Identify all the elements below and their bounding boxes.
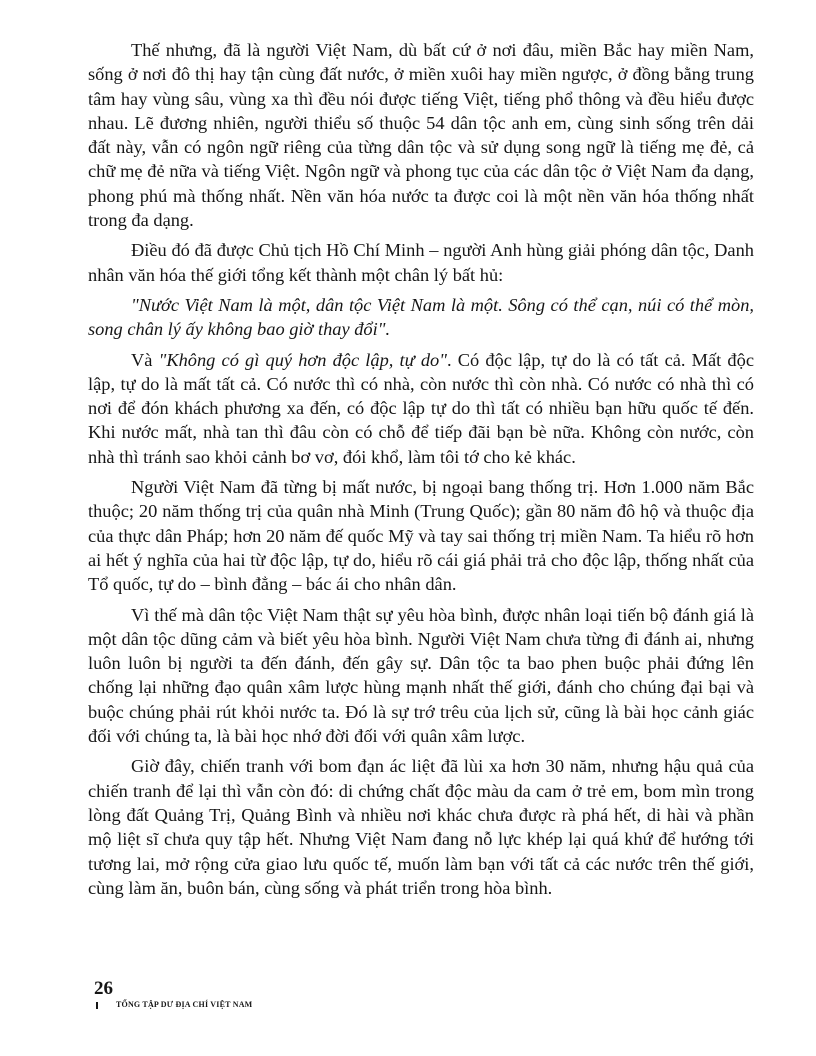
body-text — [88, 38, 754, 906]
paragraph-peace-loving: Vì thế mà dân tộc Việt Nam thật sự yêu hòa bình, được nhân loại tiến bộ đánh giá là một dân tộc dũng cảm và biết yêu hòa bình. Người Việt Nam chưa từng đi đánh ai, nhưng luôn luôn bị người ta đến đánh, đến gây sự. Dân tộc ta bao phen buộc phải đứng lên chống lại những đạo quân xâm lược hùng mạnh nhất thế giới, đánh cho chúng đại bại và buộc chúng phải rút khỏi nước ta. Đó là sự trớ trêu của lịch sử, cũng là bài học cảnh giác đối với chúng ta, là bài học nhớ đời đối với quân xâm lược. — [88, 604, 754, 747]
paragraph-independence-freedom — [88, 348, 754, 469]
paragraph-language-unity: Thế nhưng, đã là người Việt Nam, dù bất cứ ở nơi đâu, miền Bắc hay miền Nam, sống ở nơi đô thị hay tận cùng đất nước, ở miền xuôi hay miền ngược, ở đồng bằng trung tâm hay vùng sâu, vùng xa thì đều nói được tiếng Việt, tiếng phổ thông và đều hiểu được nhau. Lẽ đương nhiên, người thiểu số thuộc 54 dân tộc anh em, cùng sinh sống trên dải đất này, vẫn có ngôn ngữ riêng của từng dân tộc và sử dụng song ngữ là tiếng mẹ đẻ, cả chữ mẹ đẻ nữa và tiếng Việt. Ngôn ngữ và phong tục của các dân tộc ở Việt Nam đa dạng, phong phú mà thống nhất. Nền văn hóa nước ta được coi là một nền văn hóa thống nhất trong đa dạng. — [88, 40, 754, 231]
paragraph-independence-lead: Và — [131, 349, 159, 370]
paragraph-foreign-domination: Người Việt Nam đã từng bị mất nước, bị ngoại bang thống trị. Hơn 1.000 năm Bắc thuộc; 20 năm thống trị của quân nhà Minh (Trung Quốc); gần 80 năm đô hộ và thuộc địa của thực dân Pháp; hơn 20 năm đế quốc Mỹ và tay sai thống trị miền Nam. Ta hiểu rõ hơn ai hết ý nghĩa của hai từ độc lập, tự do, hiểu rõ cái giá phải trả cho độc lập, thống nhất của Tổ quốc, tự do – bình đẳng – bác ái cho nhân dân. — [88, 477, 754, 595]
paragraph-war-aftermath: Giờ đây, chiến tranh với bom đạn ác liệt đã lùi xa hơn 30 năm, nhưng hậu quả của chiến tranh để lại thì vẫn còn đó: di chứng chất độc màu da cam ở trẻ em, bom mìn trong lòng đất Quảng Trị, Quảng Bình và nhiều nơi khác chưa được rà phá hết, di hài và phần mộ liệt sĩ chưa quy tập hết. Nhưng Việt Nam đang nỗ lực khép lại quá khứ để hướng tới tương lai, mở rộng cửa giao lưu quốc tế, muốn làm bạn với tất cả các nước trên thế giới, cùng làm ăn, buôn bán, cùng sống và phát triển trong hòa bình. — [88, 756, 754, 898]
quote-vietnam-is-one: "Nước Việt Nam là một, dân tộc Việt Nam là một. Sông có thể cạn, núi có thể mòn, song chân lý ấy không bao giờ thay đổi". — [88, 294, 754, 340]
footer-divider-mark — [96, 1002, 98, 1009]
paragraph-ho-chi-minh-intro: Điều đó đã được Chủ tịch Hồ Chí Minh – người Anh hùng giải phóng dân tộc, Danh nhân văn hóa thế giới tổng kết thành một chân lý bất hủ: — [88, 240, 754, 285]
page-number: 26 — [94, 978, 113, 999]
paragraph-independence-body: . Có độc lập, tự do là có tất cả. Mất độc lập, tự do là mất tất cả. Có nước thì có nhà, còn nước thì còn nhà. Có nước có nhà thì có nơi để đón khách phương xa đến, có độc lập tự do thì tất có nhiều bạn hữu quốc tế đến. Khi nước mất, nhà tan thì đâu còn có chỗ để tiếp đãi bạn bè nữa. Không còn nước, còn nhà thì tránh sao khỏi cảnh bơ vơ, đói khổ, làm tôi tớ cho kẻ khác. — [88, 349, 754, 467]
quote-independence-freedom: "Không có gì quý hơn độc lập, tự do" — [158, 349, 447, 370]
running-footer-title: TỔNG TẬP DƯ ĐỊA CHÍ VIỆT NAM — [116, 1000, 253, 1009]
